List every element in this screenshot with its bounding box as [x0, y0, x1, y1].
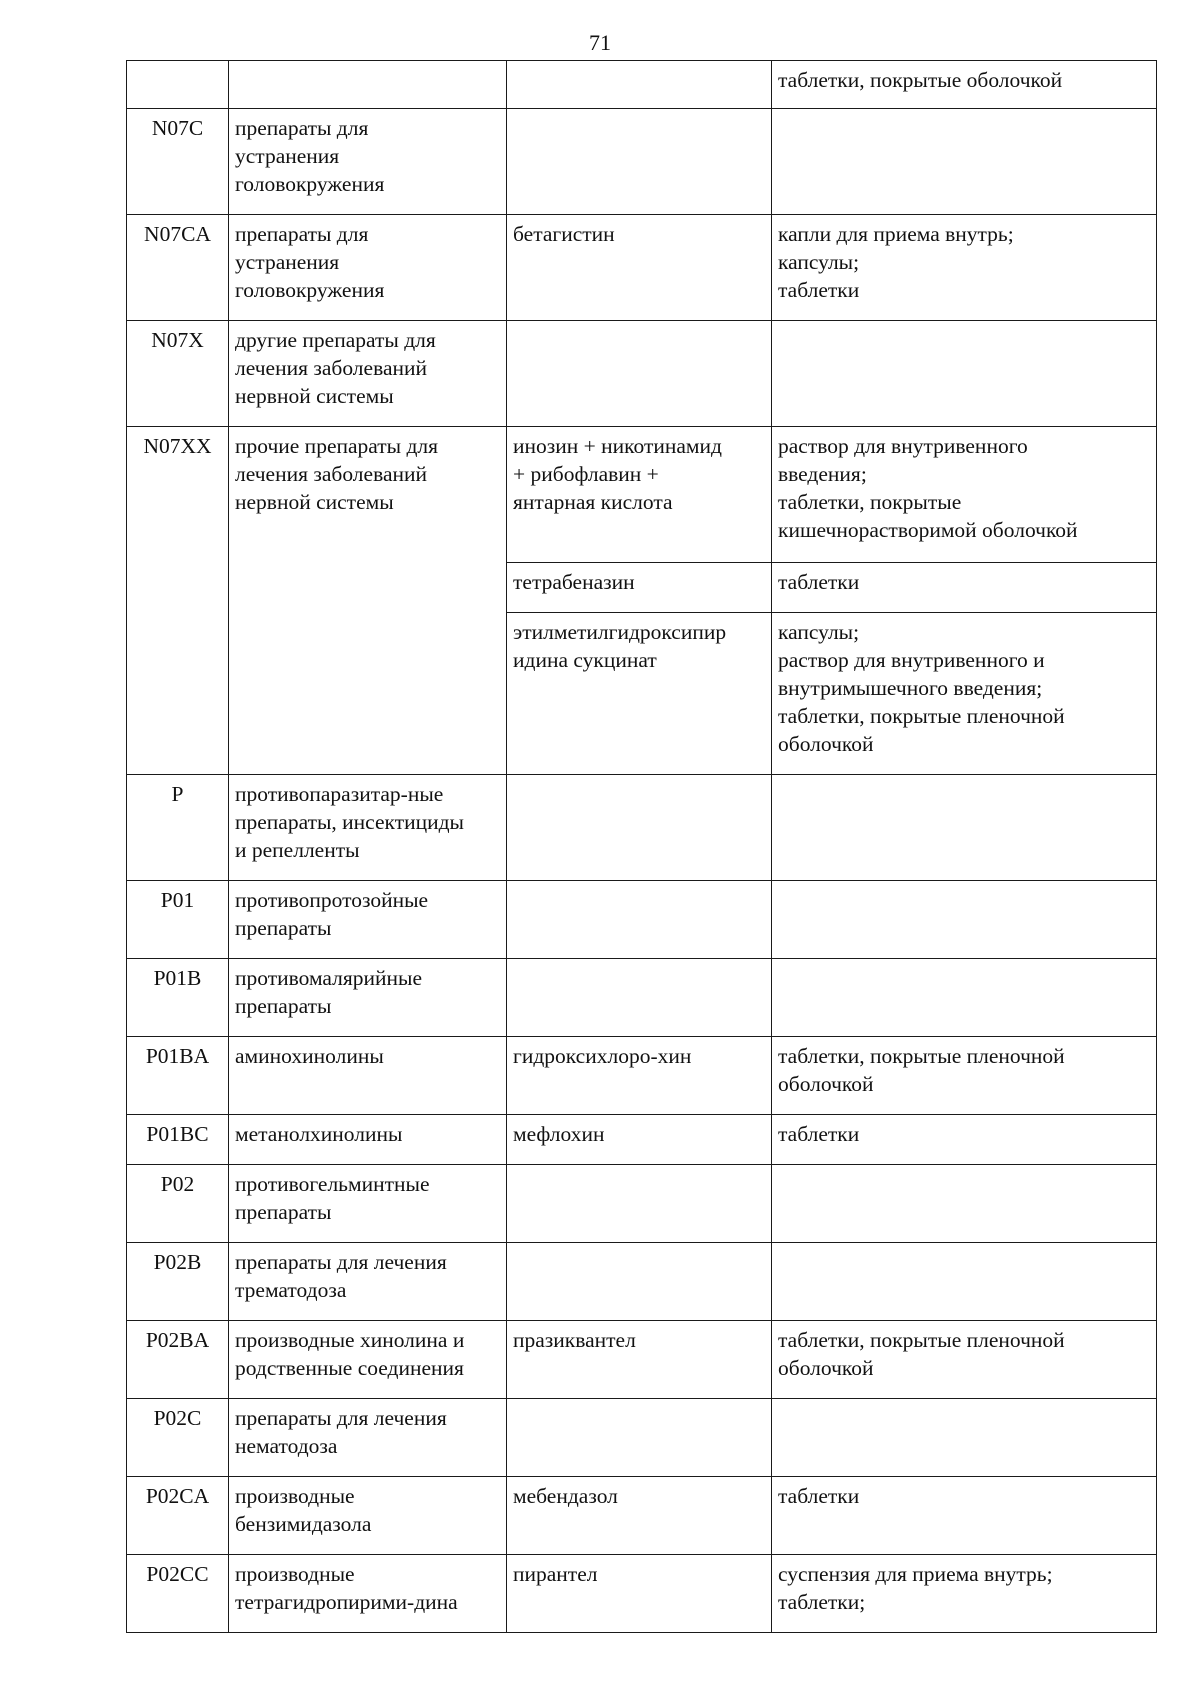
- anatomical-group-cell: [229, 61, 507, 109]
- dosage-form-cell: [772, 1477, 1157, 1555]
- dosage-form-text-line: оболочкой: [778, 1356, 874, 1380]
- dosage-form-cell: [772, 427, 1157, 563]
- group-text-line: головокружения: [235, 172, 385, 196]
- substance-name-cell: [507, 1477, 772, 1555]
- dosage-form-text-line: таблетки;: [778, 1590, 866, 1614]
- atc-code-cell: P01B: [127, 959, 229, 1037]
- atc-code-cell: P01BC: [127, 1115, 229, 1165]
- group-text-line: препараты: [235, 1200, 332, 1224]
- table-row: [127, 1321, 1157, 1399]
- dosage-form-text-line: раствор для внутривенного и: [778, 648, 1045, 672]
- dosage-form-cell: [772, 1243, 1157, 1321]
- atc-code-cell: P02CC: [127, 1555, 229, 1633]
- substance-name-cell: [507, 1243, 772, 1321]
- dosage-form-text-line: таблетки: [778, 570, 860, 594]
- dosage-form-cell: [772, 959, 1157, 1037]
- dosage-form-text-line: таблетки, покрытые пленочной: [778, 1328, 1065, 1352]
- anatomical-group-cell: [229, 109, 507, 215]
- table-row: [127, 1037, 1157, 1115]
- table-body: [127, 61, 1157, 1633]
- anatomical-group-cell: [229, 881, 507, 959]
- substance-name-cell: [507, 427, 772, 563]
- table-row: [127, 109, 1157, 215]
- dosage-form-text-line: таблетки, покрытые пленочной: [778, 1044, 1065, 1068]
- table-row: [127, 215, 1157, 321]
- drug-classification-table: [126, 60, 1157, 1633]
- dosage-form-text-line: оболочкой: [778, 732, 874, 756]
- group-text-line: препараты для: [235, 222, 369, 246]
- atc-code-cell: P02: [127, 1165, 229, 1243]
- table-row: [127, 881, 1157, 959]
- atc-code-cell: P01BA: [127, 1037, 229, 1115]
- group-text-line: лечения заболеваний: [235, 356, 428, 380]
- anatomical-group-cell: [229, 321, 507, 427]
- substance-text-line: тетрабеназин: [513, 570, 635, 594]
- table-row: [127, 321, 1157, 427]
- dosage-form-cell: [772, 1399, 1157, 1477]
- atc-code-cell: P02C: [127, 1399, 229, 1477]
- table-row: [127, 1115, 1157, 1165]
- anatomical-group-cell: [229, 1399, 507, 1477]
- dosage-form-text-line: таблетки: [778, 1122, 860, 1146]
- table-row: [127, 959, 1157, 1037]
- dosage-form-text-line: таблетки, покрытые пленочной: [778, 704, 1065, 728]
- group-text-line: противомалярийные: [235, 966, 423, 990]
- atc-code-cell: N07C: [127, 109, 229, 215]
- atc-code-cell: P02BA: [127, 1321, 229, 1399]
- table-row: [127, 427, 1157, 563]
- atc-code-cell: N07XX: [127, 427, 229, 775]
- group-text-line: производные: [235, 1484, 355, 1508]
- anatomical-group-cell: [229, 775, 507, 881]
- table-row: [127, 775, 1157, 881]
- atc-code-cell: P01: [127, 881, 229, 959]
- substance-text-line: бетагистин: [513, 222, 615, 246]
- group-text-line: другие препараты для: [235, 328, 436, 352]
- substance-name-cell: [507, 1321, 772, 1399]
- dosage-form-cell: [772, 1321, 1157, 1399]
- dosage-form-cell: [772, 215, 1157, 321]
- atc-code-cell: [127, 61, 229, 109]
- dosage-form-text-line: суспензия для приема внутрь;: [778, 1562, 1053, 1586]
- atc-code-cell: N07CA: [127, 215, 229, 321]
- group-text-line: устранения: [235, 250, 340, 274]
- atc-code-cell: P02B: [127, 1243, 229, 1321]
- substance-name-cell: [507, 109, 772, 215]
- dosage-form-cell: [772, 1165, 1157, 1243]
- substance-name-cell: [507, 613, 772, 775]
- substance-text-line: мефлохин: [513, 1122, 605, 1146]
- substance-name-cell: [507, 881, 772, 959]
- dosage-form-cell: [772, 613, 1157, 775]
- group-text-line: тетрагидропирими-дина: [235, 1590, 458, 1614]
- dosage-form-text-line: внутримышечного введения;: [778, 676, 1043, 700]
- anatomical-group-cell: [229, 1321, 507, 1399]
- dosage-form-text-line: введения;: [778, 462, 867, 486]
- substance-name-cell: [507, 1555, 772, 1633]
- anatomical-group-cell: [229, 1115, 507, 1165]
- substance-name-cell: [507, 1115, 772, 1165]
- substance-name-cell: [507, 563, 772, 613]
- anatomical-group-cell: [229, 215, 507, 321]
- group-text-line: трематодоза: [235, 1278, 347, 1302]
- substance-text-line: инозин + никотинамид: [513, 434, 722, 458]
- dosage-form-text-line: таблетки: [778, 278, 860, 302]
- dosage-form-text-line: таблетки, покрытые оболочкой: [778, 68, 1063, 92]
- substance-text-line: гидроксихлоро-хин: [513, 1044, 692, 1068]
- group-text-line: устранения: [235, 144, 340, 168]
- group-text-line: прочие препараты для: [235, 434, 439, 458]
- group-text-line: противопаразитар-ные: [235, 782, 444, 806]
- dosage-form-cell: [772, 1037, 1157, 1115]
- table-row: [127, 1399, 1157, 1477]
- substance-name-cell: [507, 1399, 772, 1477]
- substance-text-line: мебендазол: [513, 1484, 618, 1508]
- group-text-line: препараты: [235, 994, 332, 1018]
- dosage-form-text-line: кишечнорастворимой оболочкой: [778, 518, 1078, 542]
- dosage-form-text-line: капсулы;: [778, 250, 860, 274]
- group-text-line: нервной системы: [235, 490, 394, 514]
- dosage-form-cell: [772, 775, 1157, 881]
- group-text-line: бензимидазола: [235, 1512, 372, 1536]
- group-text-line: головокружения: [235, 278, 385, 302]
- anatomical-group-cell: [229, 1037, 507, 1115]
- dosage-form-cell: [772, 881, 1157, 959]
- table-row: [127, 1165, 1157, 1243]
- substance-text-line: празиквантел: [513, 1328, 636, 1352]
- anatomical-group-cell: [229, 1477, 507, 1555]
- dosage-form-text-line: капсулы;: [778, 620, 860, 644]
- group-text-line: нервной системы: [235, 384, 394, 408]
- substance-name-cell: [507, 1165, 772, 1243]
- dosage-form-cell: [772, 563, 1157, 613]
- group-text-line: нематодоза: [235, 1434, 338, 1458]
- dosage-form-cell: [772, 1115, 1157, 1165]
- dosage-form-cell: [772, 61, 1157, 109]
- substance-text-line: + рибофлавин +: [513, 462, 659, 486]
- group-text-line: метанолхинолины: [235, 1122, 403, 1146]
- table-row: [127, 1477, 1157, 1555]
- substance-name-cell: [507, 1037, 772, 1115]
- substance-text-line: этилметилгидроксипир: [513, 620, 727, 644]
- group-text-line: лечения заболеваний: [235, 462, 428, 486]
- table-row: [127, 1555, 1157, 1633]
- group-text-line: препараты для лечения: [235, 1250, 447, 1274]
- group-text-line: препараты, инсектициды: [235, 810, 464, 834]
- group-text-line: производные: [235, 1562, 355, 1586]
- substance-name-cell: [507, 215, 772, 321]
- dosage-form-cell: [772, 1555, 1157, 1633]
- substance-name-cell: [507, 775, 772, 881]
- substance-text-line: янтарная кислота: [513, 490, 673, 514]
- anatomical-group-cell: [229, 959, 507, 1037]
- group-text-line: препараты для лечения: [235, 1406, 447, 1430]
- dosage-form-text-line: раствор для внутривенного: [778, 434, 1028, 458]
- anatomical-group-cell: [229, 1243, 507, 1321]
- anatomical-group-cell: [229, 1165, 507, 1243]
- dosage-form-text-line: оболочкой: [778, 1072, 874, 1096]
- substance-text-line: идина сукцинат: [513, 648, 657, 672]
- group-text-line: противогельминтные: [235, 1172, 430, 1196]
- atc-code-cell: P02CA: [127, 1477, 229, 1555]
- substance-name-cell: [507, 321, 772, 427]
- anatomical-group-cell: [229, 427, 507, 775]
- table-row: [127, 1243, 1157, 1321]
- group-text-line: аминохинолины: [235, 1044, 384, 1068]
- atc-code-cell: P: [127, 775, 229, 881]
- group-text-line: противопротозойные: [235, 888, 429, 912]
- dosage-form-cell: [772, 321, 1157, 427]
- group-text-line: препараты для: [235, 116, 369, 140]
- table-row: [127, 61, 1157, 109]
- page-number: 71: [589, 30, 611, 55]
- substance-name-cell: [507, 61, 772, 109]
- anatomical-group-cell: [229, 1555, 507, 1633]
- group-text-line: производные хинолина и: [235, 1328, 465, 1352]
- atc-code-cell: N07X: [127, 321, 229, 427]
- group-text-line: и репелленты: [235, 838, 360, 862]
- substance-text-line: пирантел: [513, 1562, 598, 1586]
- dosage-form-cell: [772, 109, 1157, 215]
- dosage-form-text-line: капли для приема внутрь;: [778, 222, 1014, 246]
- dosage-form-text-line: таблетки, покрытые: [778, 490, 962, 514]
- substance-name-cell: [507, 959, 772, 1037]
- group-text-line: препараты: [235, 916, 332, 940]
- dosage-form-text-line: таблетки: [778, 1484, 860, 1508]
- group-text-line: родственные соединения: [235, 1356, 464, 1380]
